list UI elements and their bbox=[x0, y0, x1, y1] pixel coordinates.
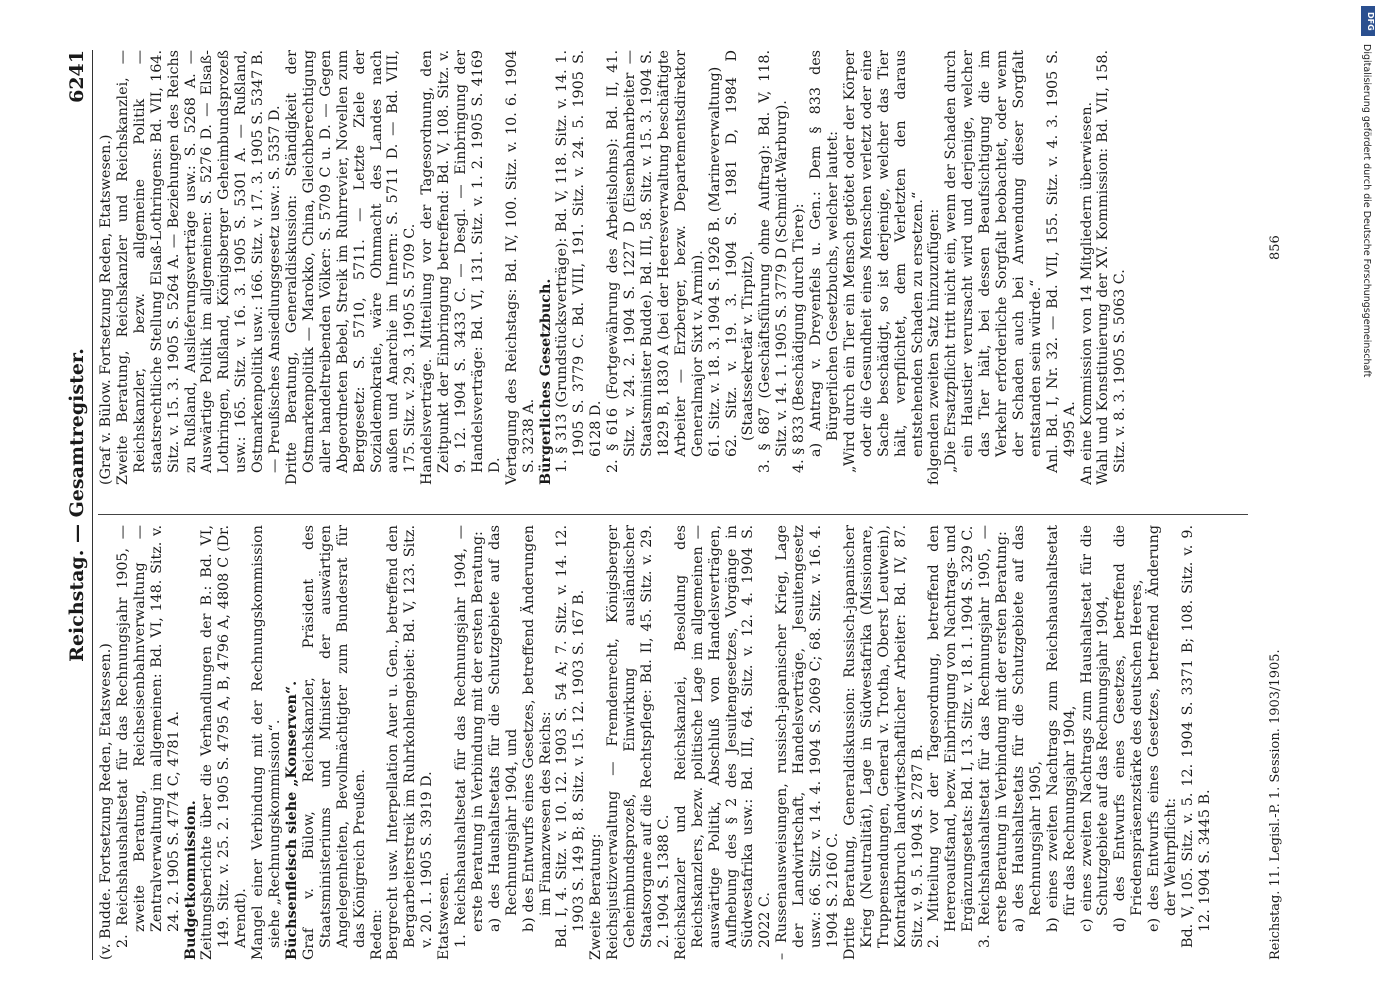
left-column-entry: d) des Entwurfs eines Gesetzes, betreffend die Friedenspräsenzstärke des deutschen Heeres, bbox=[1112, 525, 1146, 932]
left-column-entry: Zeitungsberichte über die Verhandlungen der B.: Bd. VI, 149. Sitz. v. 25. 2. 1905 S. 4795 A, B, 4796 A, 4808 C (Dr. Arendt). bbox=[199, 525, 250, 960]
right-column-entry: 61. Sitz. v. 18. 3. 1904 S. 1926 B. (Marineverwaltung) bbox=[706, 66, 723, 457]
right-column-entry: a) Antrag v. Dreyenfels u. Gen.: Dem § 833 des Bürgerlichen Gesetzbuchs, welcher lautet: bbox=[808, 50, 841, 457]
left-column-entry: 2. Mitteilung vor der Tagesordnung, betreffend den Hereroaufstand, bezw. Einbringung von Nachtrags- und Ergänzungsetats: Bd. I, 13. Sitz. v. 18. 1. 1904 S. 329 C. bbox=[926, 525, 977, 948]
left-column-entry: Reichsjustizverwaltung — Fremdenrecht, Königsberger Geheimbundsprozeß, Einwirkung ausländischer Staatsorgane auf die Rechtspflege: Bd. II, 45. Sitz. v. 29. 2. 1904 S. 1388 C. bbox=[605, 525, 672, 960]
right-column-entry: „Wird durch ein Tier ein Mensch getötet oder der Körper oder die Gesundheit eines Menschen verletzt oder eine Sache beschädigt, so ist derjenige, welcher das Tier hält, verpflichtet, dem Verletzten den daraus entstehenden Schaden zu ersetzen.“ bbox=[841, 50, 926, 473]
sheet-signature: 856 bbox=[1268, 235, 1283, 260]
left-column-entry: Reden: bbox=[368, 909, 385, 960]
right-column bbox=[98, 50, 1268, 485]
right-column-entry: Dritte Beratung, Generaldiskussion: Ständigkeit der Ostmarkenpolitik — Marokko, China, Gleichberechtigung aller handeltreibenden Völker: S. 5709 C u. D. — Gegen Abgeordneten Bebel, Streik im Ruhrrevier, Novellen zum Berggesetz: S. 5710, 5711. — Letzte Ziele der Sozialdemokratie, wäre Ohnmacht des Landes nach außen und Anarchie im Innern: S. 5711 D. — Bd. VIII, 175. Sitz. v. 29. 3. 1905 S. 5709 C. bbox=[283, 50, 419, 485]
column-divider bbox=[98, 514, 1248, 515]
left-column-entry: (v. Budde. Fortsetzung Reden, Etatswesen.) bbox=[98, 643, 114, 960]
left-column-entry: Bd. V, 105. Sitz. v. 5. 12. 1904 S. 3371 B; 108. Sitz. v. 9. 12. 1904 S. 3445 B. bbox=[1180, 525, 1213, 948]
left-column-entry: Graf v. Bülow, Reichskanzler, Präsident des Staatsministeriums und Minister der auswärtigen Angelegenheiten, Bevollmächtigter zum Bundesrat für das Königreich Preußen. bbox=[300, 525, 368, 960]
right-column-entry: 4. § 833 (Beschädigung durch Tiere): bbox=[791, 203, 808, 473]
right-column-entry: 3. § 687 (Geschäftsführung ohne Auftrag): Bd. V, 118. Sitz. v. 14. 1. 1905 S. 3779 D (Schmidt-Warburg). bbox=[757, 50, 791, 473]
left-column-entry: Dritte Beratung, Generaldiskussion: Russisch-japanischer Krieg (Neutralität), Lage in Südwestafrika (Missionare, Truppensendungen, General v. Trotha, Oberst Leutwein), Kontraktbruch landwirtschaftlicher Arbeiter: Bd. IV, 87. Sitz. v. 9. 5. 1904 S. 2787 B. bbox=[841, 525, 926, 960]
right-column-entry: 2. § 616 (Fortgewährung des Arbeitslohns): Bd. II, 41. Sitz. v. 24. 2. 1904 S. 1227 D (Eisenbahnarbeiter — Staatsminister Budde). Bd. III, 58. Sitz. v. 15. 3. 1904 S. 1829 B, 1830 A (bei der Heeresverwaltung beschäftigte Arbeiter — Erzberger, bezw. Departementsdirektor Generalmajor Sixt v. Armin). bbox=[605, 50, 706, 473]
right-column-entry: Wahl und Konstituierung der XV. Kommission: Bd. VII, 158. Sitz. v. 8. 3. 1905 S. 5063 C. bbox=[1095, 50, 1129, 485]
right-column-entry: Vertagung des Reichstags: Bd. IV, 100. Sitz. v. 10. 6. 1904 S. 3238 A. bbox=[503, 50, 537, 485]
digitization-note: Digitalisierung gefördert durch die Deutsche Forschungsgemeinschaft bbox=[1361, 44, 1372, 378]
page-number: 6241 bbox=[66, 50, 88, 103]
left-column-entry: a) des Haushaltsetats für die Schutzgebiete auf das Rechnungsjahr 1905, bbox=[1010, 525, 1044, 932]
left-column-entry: Bd. I, 4. Sitz. v. 10. 12. 1903 S. 54 A; 7. Sitz. v. 14. 12. 1903 S. 149 B; 8. Sitz. v. 15. 12. 1903 S. 167 B. bbox=[554, 525, 588, 948]
right-column-entry: (Graf v. Bülow. Fortsetzung Reden, Etatswesen.) bbox=[98, 134, 114, 485]
left-column-entry: Budgetkommission. bbox=[182, 800, 199, 960]
right-column-entry: Bürgerliches Gesetzbuch. bbox=[537, 278, 554, 485]
left-column-entry: 3. Reichshaushaltsetat für das Rechnungsjahr 1905, — erste Beratung in Verbindung mit der ersten Beratung: bbox=[977, 525, 1011, 948]
left-column-entry: e) des Entwurfs eines Gesetzes, betreffend Änderung der Wehrpflicht: bbox=[1146, 525, 1180, 932]
left-column-entry: b) eines zweiten Nachtrags zum Reichshaushaltsetat für das Rechnungsjahr 1904, bbox=[1044, 525, 1078, 932]
left-column-entry: c) eines zweiten Nachtrags zum Haushaltsetat für die Schutzgebiete auf das Rechnungsjahr 1904, bbox=[1078, 525, 1112, 932]
digitization-credit bbox=[1361, 6, 1375, 996]
footer-imprint: Reichstag. 11. Legisl.-P. 1. Session. 1903/1905. bbox=[1268, 649, 1283, 960]
left-column-entry: Reichskanzler und Reichskanzlei, Besoldung des Reichskanzlers, bezw. politische Lage im allgemeinen — auswärtige Politik, Abschluß von Handelsverträgen, Aufhebung des § 2 des Jesuitengesetzes, Vorgänge in Südwestafrika usw.: Bd. III, 64. Sitz. v. 12. 4. 1904 S. 2022 C. bbox=[672, 525, 774, 960]
left-column-entry: 1. Reichshaushaltsetat für das Rechnungsjahr 1904, — erste Beratung in Verbindung mit der ersten Beratung: bbox=[453, 525, 486, 948]
right-column-entry: 62. Sitz. v. 19. 3. 1904 S. 1981 D, 1984 D (Staatssekretär v. Tirpitz). bbox=[723, 50, 757, 457]
running-title: Reichstag. — Gesamtregister. bbox=[66, 348, 88, 662]
right-column-entry: „Die Ersatzpflicht tritt nicht ein, wenn der Schaden durch ein Haustier verursacht wird und derjenige, welcher das Tier hält, bei dessen Beaufsichtigung die im Verkehr erforderliche Sorgfalt beobachtet, oder wenn der Schaden auch bei Anwendung dieser Sorgfalt entstanden sein würde.“ bbox=[943, 50, 1044, 473]
left-column bbox=[98, 525, 1268, 960]
left-column-entry: Etatswesen. bbox=[436, 871, 453, 960]
left-column-entry: – Russenausweisungen, russisch-japanischer Krieg, Lage der Landwirtschaft, Handelsverträge, Jesuitengesetz usw.: 66. Sitz. v. 14. 4. 1904 S. 2069 C; 68. Sitz. v. 16. 4. 1904 S. 2160 C. bbox=[774, 525, 841, 960]
dfg-logo: DFG bbox=[1361, 6, 1375, 36]
right-column-entry: Anl. Bd. I, Nr. 32. — Bd. VII, 155. Sitz. v. 4. 3. 1905 S. 4995 A. bbox=[1044, 50, 1078, 473]
left-column-entry: Büchsenfleisch siehe „Konserven“. bbox=[283, 680, 300, 960]
right-column-entry: 1. § 313 (Grundstücksverträge): Bd. V, 118. Sitz. v. 14. 1. 1905 S. 3779 C. Bd. VIII, 191. Sitz. v. 24. 5. 1905 S. 6128 D. bbox=[554, 50, 605, 473]
right-column-entry: Zweite Beratung, Reichskanzler und Reichskanzlei, — Reichskanzler, bezw. allgemeine Politik — staatsrechtliche Stellung Elsaß-Lothringens: Bd. VII, 164. Sitz. v. 15. 3. 1905 S. 5264 A. — Beziehungen des Reichs zu Rußland, Auslieferungsverträge usw.: S. 5268 A. — Auswärtige Politik im allgemeinen: S. 5276 D. — Elsaß-Lothringen, Rußland, Königsberger Geheimbundsprozeß usw.: 165. Sitz. v. 16. 3. 1905 S. 5301 A. — Rußland, Ostmarkenpolitik usw.: 166. Sitz. v. 17. 3. 1905 S. 5347 B. — Preußisches Ansiedlungsgesetz usw.: S. 5357 D. bbox=[114, 50, 284, 485]
left-column-entry: 2. Reichshaushaltsetat für das Rechnungsjahr 1905, — zweite Beratung, Reichseisenbahnverwaltung — Zentralverwaltung im allgemeinen: Bd. VI, 148. Sitz. v. 24. 2. 1905 S. 4774 C, 4781 A. bbox=[114, 525, 182, 948]
right-column-entry: folgenden zweiten Satz hinzuzufügen: bbox=[926, 208, 943, 485]
page-header bbox=[60, 50, 93, 960]
left-column-entry: Zweite Beratung: bbox=[588, 833, 605, 960]
left-column-entry: Bergrecht usw. Interpellation Auer u. Gen., betreffend den Bergarbeiterstreik im Ruhrkohlengebiet: Bd. V, 123. Sitz. v. 20. 1. 1905 S. 3919 D. bbox=[385, 525, 436, 960]
right-column-entry: Handelsverträge. Mitteilung vor der Tagesordnung, den Zeitpunkt der Einbringung betreffend: Bd. V, 108. Sitz. v. 9. 12. 1904 S. 3433 C. — Desgl. — Einbringung der Handelsverträge: Bd. VI, 131. Sitz. v. 1. 2. 1905 S. 4169 D. bbox=[419, 50, 503, 485]
left-column-entry: b) des Entwurfs eines Gesetzes, betreffend Änderungen im Finanzwesen des Reichs: bbox=[520, 525, 554, 932]
left-column-entry: a) des Haushaltsetats für die Schutzgebiete auf das Rechnungsjahr 1904, und bbox=[486, 525, 520, 932]
right-column-entry: An eine Kommission von 14 Mitgliedern überwiesen. bbox=[1078, 101, 1095, 485]
left-column-entry: Mangel einer Verbindung mit der Rechnungskommission siehe „Rechnungskommission“. bbox=[250, 525, 284, 960]
